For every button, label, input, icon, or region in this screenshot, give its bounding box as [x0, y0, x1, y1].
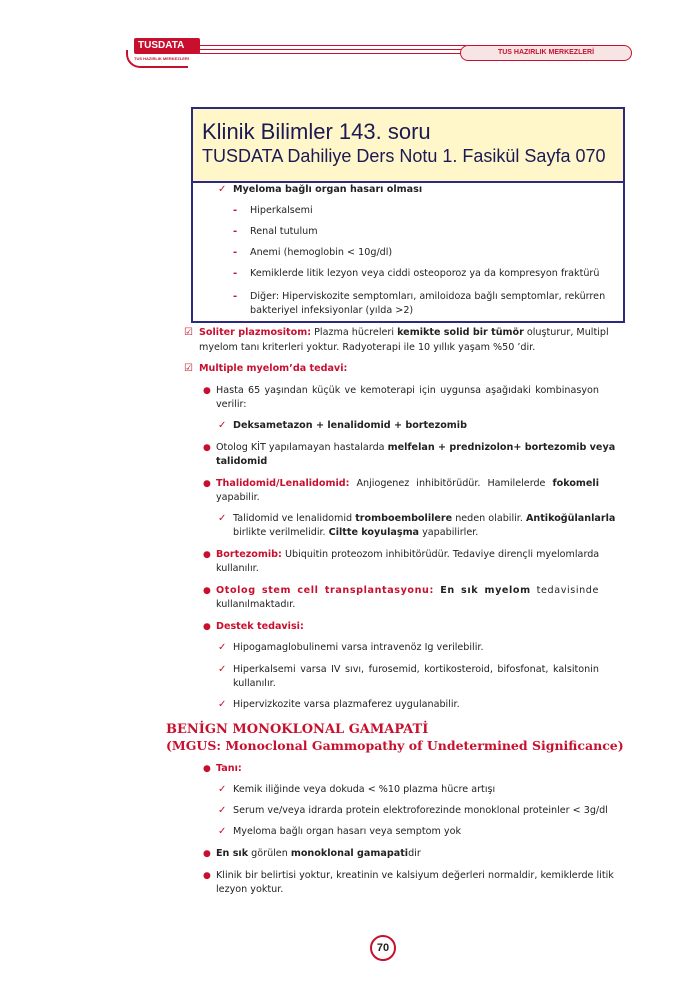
- soliter-label: Soliter plazmositom:: [199, 327, 312, 338]
- bort-line2: kullanılır.: [216, 563, 259, 574]
- support-item: Hiperkalsemi varsa IV sıvı, furosemid, kortikosteroid, bifosfonat, kalsitonin: [233, 664, 599, 675]
- dash-icon: -: [233, 205, 238, 216]
- otolog-line2: talidomid: [216, 456, 268, 467]
- dash-icon: -: [233, 268, 238, 279]
- check-icon: ✓: [218, 699, 227, 710]
- soliter-text2: oluşturur, Multipl: [523, 327, 609, 338]
- thal-sub-line1: [233, 512, 615, 526]
- bullet-icon: ●: [203, 479, 211, 489]
- combo-text: Deksametazon + lenalidomid + bortezomib: [233, 420, 467, 431]
- check-icon: ✓: [218, 805, 227, 816]
- ensik-text: görülen: [248, 848, 291, 859]
- check-icon: ✓: [218, 826, 227, 837]
- bort-label: Bortezomib:: [216, 549, 282, 560]
- stem-label: Otolog stem cell transplantasyonu:: [216, 585, 434, 596]
- tani-item: Kemik iliğinde veya dokuda < %10 plazma hücre artışı: [233, 784, 496, 795]
- overlay-title: Klinik Bilimler 143. soru: [202, 119, 431, 144]
- klinik-line2: lezyon yoktur.: [216, 884, 284, 895]
- klinik-line1: Klinik bir belirtisi yoktur, kreatinin ve kalsiyum değerleri normaldir, kemiklerde litik: [216, 870, 614, 881]
- thal-label: Thalidomid/Lenalidomid:: [216, 478, 350, 489]
- dash-icon: -: [233, 247, 238, 258]
- thal-sub-line2-text: birlikte verilmelidir.: [233, 527, 329, 538]
- tani-item: Myeloma bağlı organ hasarı veya semptom yok: [233, 826, 461, 837]
- bort-text: Ubiquitin proteozom inhibitörüdür. Tedaviye dirençli myelomlarda: [281, 549, 600, 560]
- treatment-heading: Multiple myelom’da tedavi:: [199, 363, 348, 374]
- mgus-title: BENİGN MONOKLONAL GAMAPATİ: [166, 722, 429, 737]
- organ-heading: Myeloma bağlı organ hasarı olması: [233, 184, 423, 195]
- soliter-line2: myelom tanı kriterleri yoktur. Radyoterapi ile 10 yıllık yaşam %50 ’dir.: [199, 342, 536, 353]
- bullet-icon: ●: [203, 622, 211, 632]
- stem-bold: En sık myelom: [433, 585, 531, 596]
- organ-item: Diğer: Hiperviskozite semptomları, amiloidoza bağlı semptomlar, rekürren: [250, 291, 606, 302]
- tani-label: Tanı:: [216, 763, 242, 774]
- age-line1: Hasta 65 yaşından küçük ve kemoterapi için uygunsa aşağıdaki kombinasyon: [216, 385, 599, 396]
- tani-item: Serum ve/veya idrarda protein elektroforezinde monoklonal proteinler < 3g/dl: [233, 805, 608, 816]
- bort-line1: [216, 548, 599, 562]
- stem-line2: kullanılmaktadır.: [216, 599, 296, 610]
- organ-item: Hiperkalsemi: [250, 205, 313, 216]
- dash-icon: -: [233, 291, 238, 302]
- bullet-icon: ●: [203, 764, 211, 774]
- page-number: 70: [370, 935, 396, 961]
- bullet-icon: ●: [203, 550, 211, 560]
- age-line2: verilir:: [216, 399, 247, 410]
- thal-sub-line2: [233, 526, 478, 540]
- thal-sub-bold1: tromboembolilere: [355, 513, 453, 524]
- check-icon: ✓: [218, 664, 227, 675]
- logo-text: TUSDATA: [134, 38, 200, 54]
- organ-item: Renal tutulum: [250, 226, 318, 237]
- ensik-line: [216, 847, 421, 861]
- bullet-icon: ●: [203, 443, 211, 453]
- organ-item: Anemi (hemoglobin < 10g/dl): [250, 247, 393, 258]
- support-item: Hipogamaglobulinemi varsa intravenöz Ig verilebilir.: [233, 642, 484, 653]
- check-icon: ✓: [218, 513, 227, 524]
- support-item: kullanılır.: [233, 678, 276, 689]
- overlay-subtitle: TUSDATA Dahiliye Ders Notu 1. Fasikül Sayfa 070: [202, 146, 606, 166]
- thal-sub-line2-text2: yapabilirler.: [419, 527, 479, 538]
- soliter-text1: Plazma hücreleri: [311, 327, 398, 338]
- thal-bold: fokomeli: [552, 478, 599, 489]
- bullet-icon: ●: [203, 871, 211, 881]
- stem-line1: [216, 584, 599, 598]
- logo-subtext: TUS HAZIRLIK MERKEZLERİ: [134, 56, 189, 61]
- otolog-text: Otolog KİT yapılamayan hastalarda: [216, 442, 388, 453]
- overlay-header: [193, 109, 623, 183]
- bullet-icon: ●: [203, 386, 211, 396]
- thal-line1: [216, 477, 599, 491]
- thal-line2: yapabilir.: [216, 492, 260, 503]
- thal-sub-bold2: Antikoğülanlarla: [525, 513, 616, 524]
- organ-item: bakteriyel infeksiyonlar (yılda >2): [250, 305, 414, 316]
- thal-sub-text1: Talidomid ve lenalidomid: [233, 513, 356, 524]
- header-tab: TUS HAZIRLIK MERKEZLERİ: [460, 45, 632, 61]
- check-icon: ✓: [218, 784, 227, 795]
- dash-icon: -: [233, 226, 238, 237]
- mgus-subtitle: (MGUS: Monoclonal Gammopathy of Undetermined Significance): [166, 738, 624, 753]
- support-heading: Destek tedavisi:: [216, 621, 304, 632]
- thal-text: Anjiogenez inhibitörüdür. Hamilelerde: [349, 478, 553, 489]
- header-rule: [196, 45, 466, 59]
- check-icon: ✓: [218, 642, 227, 653]
- checkbox-icon: ☑: [184, 363, 193, 374]
- thal-sub-line2-bold: Ciltte koyulaşma: [328, 527, 420, 538]
- organ-item: Kemiklerde litik lezyon veya ciddi osteoporoz ya da kompresyon fraktürü: [250, 268, 600, 279]
- ensik-bold2: monoklonal gamapati: [290, 848, 409, 859]
- checkbox-icon: ☑: [184, 327, 193, 338]
- soliter-bold: kemikte solid bir tümör: [397, 327, 524, 338]
- otolog-line1: [216, 441, 615, 455]
- ensik-bold: En sık: [216, 848, 249, 859]
- soliter-line1: [199, 326, 609, 340]
- bullet-icon: ●: [203, 586, 211, 596]
- otolog-bold: melfelan + prednizolon+ bortezomib veya: [387, 442, 616, 453]
- check-icon: ✓: [218, 184, 227, 195]
- thal-sub-text2: neden olabilir.: [452, 513, 526, 524]
- tusdata-logo: [126, 36, 202, 70]
- stem-text: tedavisinde: [530, 585, 599, 596]
- check-icon: ✓: [218, 420, 227, 431]
- ensik-text2: dir: [408, 848, 421, 859]
- bullet-icon: ●: [203, 849, 211, 859]
- support-item: Hipervizkozite varsa plazmaferez uygulanabilir.: [233, 699, 460, 710]
